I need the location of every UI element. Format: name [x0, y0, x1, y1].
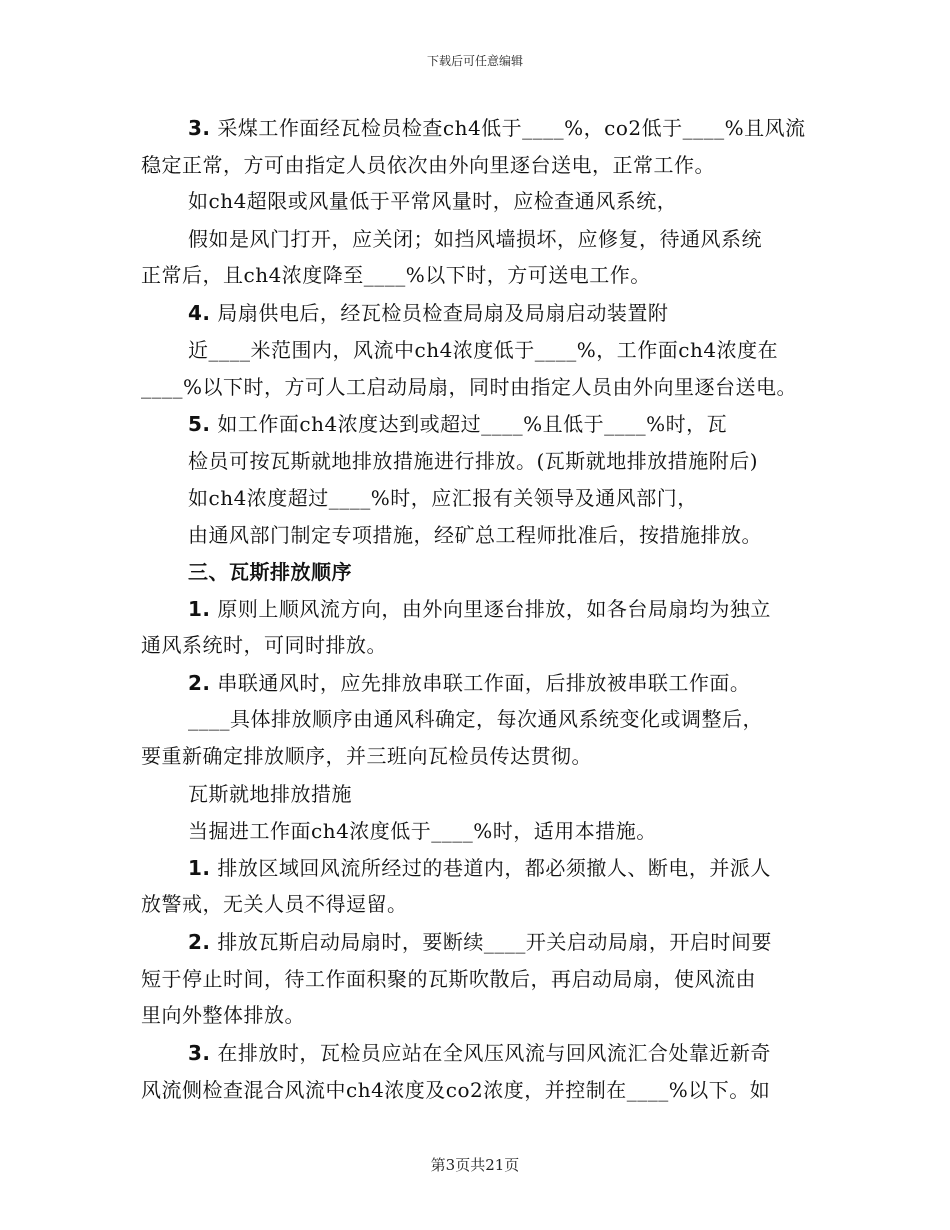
paragraph-line: 短于停止时间，待工作面积聚的瓦斯吹散后，再启动局扇，使风流由: [141, 967, 756, 991]
paragraph-line: [188, 927, 772, 957]
item-number: 4.: [188, 301, 211, 325]
paragraph-line: 检员可按瓦斯就地排放措施进行排放。(瓦斯就地排放措施附后): [188, 449, 759, 473]
paragraph-line: [188, 594, 771, 624]
paragraph-line: 稳定正常，方可由指定人员依次由外向里逐台送电，正常工作。: [141, 153, 715, 177]
paragraph-line: ____%以下时，方可人工启动局扇，同时由指定人员由外向里逐台送电。: [141, 375, 798, 399]
paragraph-line: 假如是风门打开，应关闭；如挡风墙损坏，应修复，待通风系统: [188, 227, 762, 251]
paragraph-line: 近____米范围内，风流中ch4浓度低于____%，工作面ch4浓度在: [188, 338, 779, 362]
paragraph-line: 当掘进工作面ch4浓度低于____%时，适用本措施。: [188, 819, 657, 843]
paragraph-line: 通风系统时，可同时排放。: [141, 633, 387, 657]
page-footer: 第3页共21页: [430, 1156, 520, 1174]
item-number: 1.: [188, 597, 211, 621]
paragraph-line: [188, 668, 750, 698]
line-text: 串联通风时，应先排放串联工作面，后排放被串联工作面。: [210, 671, 751, 695]
paragraph-line: 正常后，且ch4浓度降至____%以下时，方可送电工作。: [141, 263, 651, 287]
paragraph-line: [188, 298, 668, 328]
line-text: 原则上顺风流方向，由外向里逐台排放，如各台局扇均为独立: [210, 597, 771, 621]
paragraph-line: 里向外整体排放。: [141, 1003, 305, 1027]
item-number: 3.: [188, 1041, 211, 1065]
paragraph-line: ____具体排放顺序由通风科确定，每次通风系统变化或调整后，: [188, 707, 763, 731]
paragraph-line: [188, 113, 806, 143]
item-number: 5.: [188, 412, 211, 436]
line-text: 如工作面ch4浓度达到或超过____%且低于____%时，瓦: [210, 412, 728, 436]
section-heading: 三、瓦斯排放顺序: [188, 560, 352, 584]
paragraph-line: 要重新确定排放顺序，并三班向瓦检员传达贯彻。: [141, 744, 592, 768]
paragraph-line: [188, 853, 771, 883]
paragraph-line: 风流侧检查混合风流中ch4浓度及co2浓度，并控制在____%以下。如: [141, 1078, 771, 1102]
item-number: 3.: [188, 116, 211, 140]
page-header: 下载后可任意编辑: [426, 54, 523, 68]
line-text: 采煤工作面经瓦检员检查ch4低于____%，co2低于____%且风流: [210, 116, 806, 140]
item-number: 2.: [188, 671, 211, 695]
paragraph-line: 由通风部门制定专项措施，经矿总工程师批准后，按措施排放。: [188, 523, 762, 547]
line-text: 局扇供电后，经瓦检员检查局扇及局扇启动装置附: [210, 301, 669, 325]
paragraph-line: 如ch4浓度超过____%时，应汇报有关领导及通风部门，: [188, 486, 698, 510]
paragraph-line: 如ch4超限或风量低于平常风量时，应检查通风系统，: [188, 189, 678, 213]
paragraph-line: [188, 1038, 771, 1068]
paragraph-line: [188, 409, 727, 439]
line-text: 排放区域回风流所经过的巷道内，都必须撤人、断电，并派人: [210, 856, 771, 880]
item-number: 1.: [188, 856, 211, 880]
subsection-title: 瓦斯就地排放措施: [188, 782, 352, 806]
line-text: 排放瓦斯启动局扇时，要断续____开关启动局扇，开启时间要: [210, 930, 772, 954]
paragraph-line: 放警戒，无关人员不得逗留。: [141, 892, 408, 916]
line-text: 在排放时，瓦检员应站在全风压风流与回风流汇合处靠近新奇: [210, 1041, 771, 1065]
item-number: 2.: [188, 930, 211, 954]
